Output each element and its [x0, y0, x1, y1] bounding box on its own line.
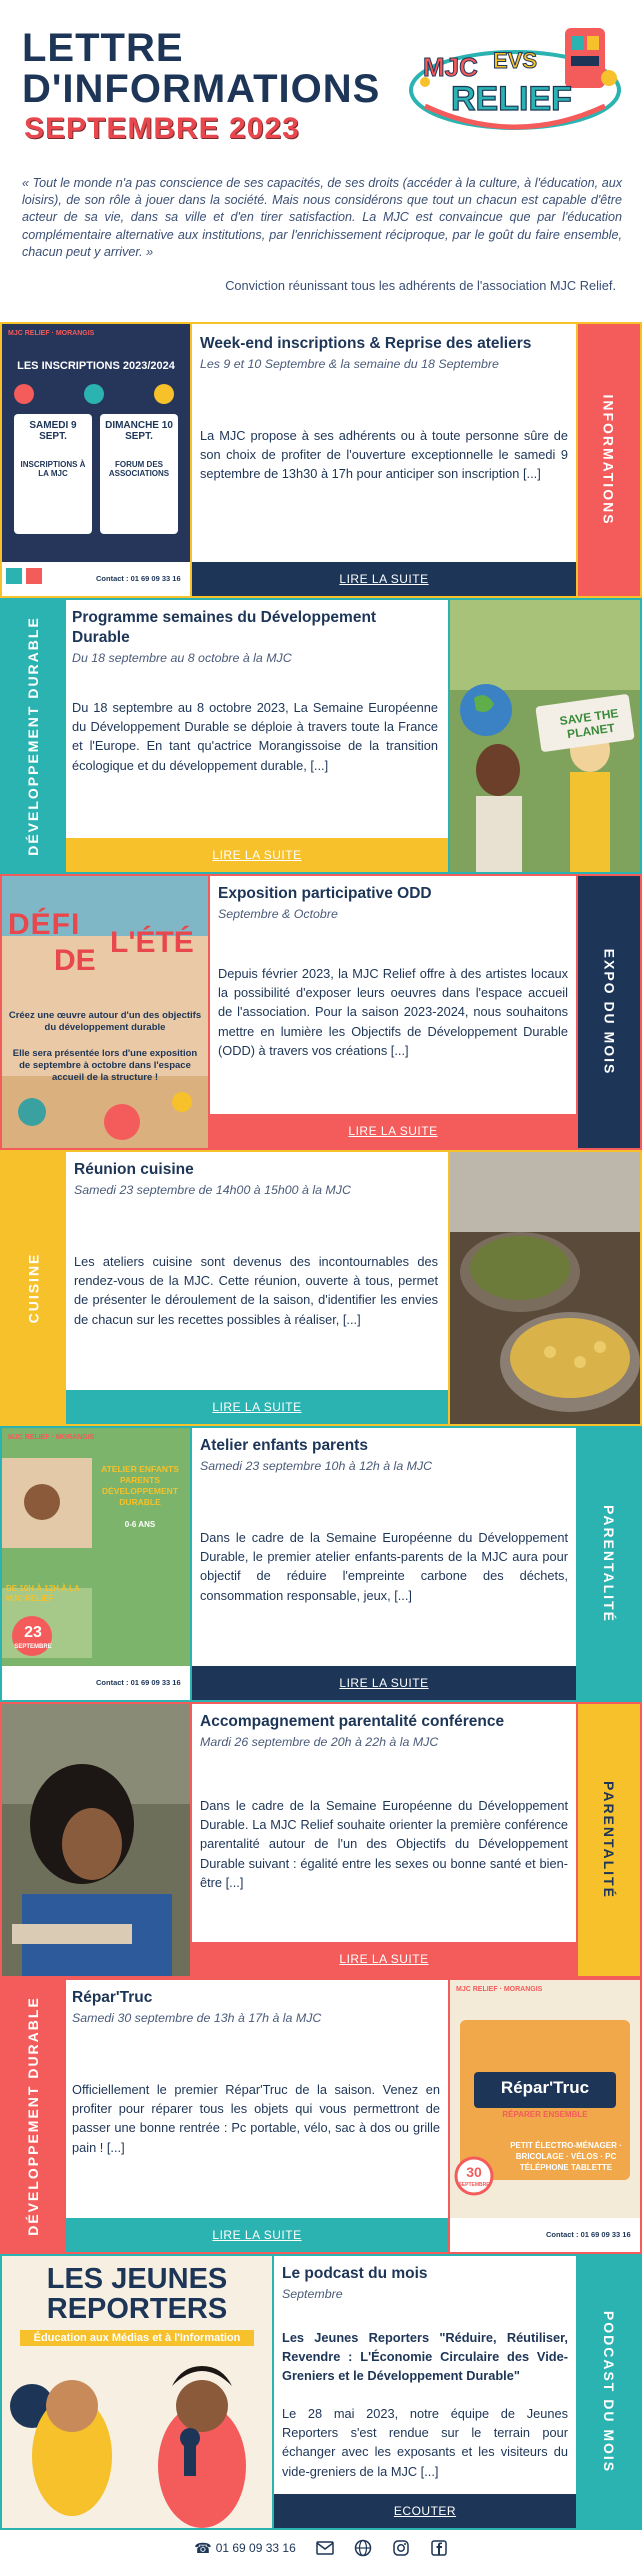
article-row-expo — [0, 874, 642, 1150]
article-body: Les ateliers cuisine sont devenus des incontournables des rendez-vous de la MJC. Cette réunion, ouverte à tous, permet de présenter le déroulement de la saison, d'identifier les envies de chacun sur les recettes possibles à réaliser, [...] — [74, 1254, 438, 1327]
article-row-atelier-enfants — [0, 1426, 642, 1702]
category-tag — [2, 600, 64, 872]
poster-date-month: SEPTEMBRE — [458, 2182, 490, 2188]
poster-line2: DE — [54, 944, 96, 977]
article-title[interactable]: Week-end inscriptions & Reprise des ateliers — [200, 335, 532, 352]
reporters-line2: REPORTERS — [46, 2293, 228, 2325]
logo-relief-text: RELIEF — [451, 80, 572, 118]
instagram-icon[interactable] — [392, 2539, 410, 2557]
poster-items: PETIT ÉLECTRO-MÉNAGER · BRICOLAGE · VÉLOS · PC TÉLÉPHONE TABLETTE — [510, 2141, 622, 2172]
article-content — [192, 1704, 576, 1976]
article-row-conference — [0, 1702, 642, 1978]
article-row-podcast — [0, 2254, 642, 2530]
poster-text1: Créez une œuvre autour d'un des objectifs du développement durable — [8, 1010, 202, 1033]
category-tag-label: INFORMATIONS — [601, 394, 618, 526]
article-title[interactable]: Accompagnement parentalité conférence — [200, 1713, 505, 1730]
poster-text2: Elle sera présentée lors d'une exposition de septembre à octobre dans l'espace accueil de la structure ! — [12, 1048, 198, 1083]
phone-icon: ☎ — [194, 2539, 212, 2556]
listen-link[interactable]: ECOUTER — [274, 2494, 576, 2528]
stressed-woman-photo[interactable] — [2, 1704, 190, 1976]
article-body: Dans le cadre de la Semaine Européenne du Développement Durable. La MJC Relief souhaite orienter la première conférence parentalité autour de l'un des Objectifs du Développement Durable suivant : égalité entre les sexes ou bonne santé et bien-être [...] — [200, 1798, 568, 1890]
read-more-link[interactable]: LIRE LA SUITE — [192, 1666, 576, 1700]
article-title[interactable]: Exposition participative ODD — [218, 885, 432, 902]
poster-title: Répar'Truc — [500, 2078, 590, 2097]
poster-day2: DIMANCHE 10 SEPT. — [105, 420, 173, 442]
article-content — [66, 1980, 448, 2252]
article-title[interactable]: Atelier enfants parents — [200, 1437, 368, 1454]
poster-date-day: 23 — [24, 1624, 42, 1641]
category-tag — [578, 1428, 640, 1700]
category-tag — [578, 1704, 640, 1976]
category-tag-label: PARENTALITÉ — [601, 1781, 618, 1899]
article-content — [192, 324, 576, 596]
category-tag — [578, 876, 640, 1148]
article-body: Officiellement le premier Répar'Truc de la saison. Venez en profiter pour réparer tous les objets qui vous permettront de passer une bonne rentrée : Pc portable, vélo, sac à dos ou grille pain ! [...] — [72, 2082, 440, 2155]
category-tag — [2, 1980, 64, 2252]
title-month: SEPTEMBRE 2023 — [24, 112, 300, 145]
poster-title: ATELIER ENFANTS PARENTS DÉVELOPPEMENT DURABLE — [101, 1464, 179, 1507]
article-row-cuisine — [0, 1150, 642, 1426]
repar-truc-poster[interactable] — [450, 1980, 640, 2252]
cooking-photo[interactable] — [450, 1152, 640, 1424]
poster-contact: Contact : 01 69 09 33 16 — [96, 574, 181, 583]
category-tag-label: PODCAST DU MOIS — [601, 2310, 618, 2474]
poster-org: MJC RELIEF · MORANGIS — [8, 330, 95, 337]
article-content — [66, 600, 448, 872]
article-content — [274, 2256, 576, 2528]
article-title[interactable]: Programme semaines du Développement Durable — [72, 609, 377, 646]
article-content — [66, 1152, 448, 1424]
article-date: Septembre & Octobre — [218, 907, 338, 921]
article-date: Samedi 23 septembre 10h à 12h à la MJC — [200, 1459, 433, 1473]
article-date: Les 9 et 10 Septembre & la semaine du 18 Septembre — [200, 357, 499, 371]
article-date: Mardi 26 septembre de 20h à 22h à la MJC — [200, 1735, 439, 1749]
poster-line1: DÉFI — [8, 908, 81, 941]
save-the-planet-photo[interactable] — [450, 600, 640, 872]
logo-mjc-text: MJC — [423, 52, 478, 82]
poster-contact: Contact : 01 69 09 33 16 — [96, 1678, 181, 1687]
email-icon[interactable] — [316, 2539, 334, 2557]
article-title[interactable]: Le podcast du mois — [282, 2265, 428, 2282]
article-row-dev-durable — [0, 598, 642, 874]
read-more-link[interactable]: LIRE LA SUITE — [210, 1114, 576, 1148]
sign-text: SAVE THE PLANET — [558, 706, 620, 742]
category-tag — [578, 324, 640, 596]
category-tag-label: DÉVELOPPEMENT DURABLE — [25, 1996, 42, 2236]
defi-ete-poster[interactable] — [2, 876, 208, 1148]
reporters-sub: Éducation aux Médias et à l'Information — [20, 2330, 254, 2346]
category-tag-label: EXPO DU MOIS — [601, 948, 617, 1076]
category-tag-label: PARENTALITÉ — [601, 1505, 618, 1623]
read-more-link[interactable]: LIRE LA SUITE — [66, 1390, 448, 1424]
article-body: Le 28 mai 2023, notre équipe de Jeunes Reporters s'est rendue sur le terrain pour échanger avec les exposants et les visiteurs du vide-greniers de la MJC [...] — [282, 2406, 568, 2479]
phone-number: 01 69 09 33 16 — [215, 2541, 296, 2555]
article-date: Samedi 23 septembre de 14h00 à 15h00 à la MJC — [74, 1183, 351, 1197]
article-date: Samedi 30 septembre de 13h à 17h à la MJC — [72, 2011, 322, 2025]
poster-subtitle: RÉPARER ENSEMBLE — [502, 2110, 588, 2119]
article-row-inscriptions — [0, 322, 642, 598]
poster-org: MJC RELIEF · MORANGIS — [456, 1986, 543, 1993]
atelier-enfants-poster[interactable] — [2, 1428, 190, 1700]
article-content — [210, 876, 576, 1148]
poster-when: DE 10H À 12H À LA MJC RELIEF — [6, 1584, 80, 1603]
category-tag-label: DÉVELOPPEMENT DURABLE — [25, 616, 42, 856]
article-content — [192, 1428, 576, 1700]
poster-org: MJC RELIEF · MORANGIS — [8, 1434, 95, 1441]
category-tag-label: CUISINE — [25, 1252, 42, 1324]
read-more-link[interactable]: LIRE LA SUITE — [66, 2218, 448, 2252]
footer — [0, 2536, 642, 2560]
article-title[interactable]: Répar'Truc — [72, 1989, 153, 2006]
poster-contact: Contact : 01 69 09 33 16 — [546, 2230, 631, 2239]
read-more-link[interactable]: LIRE LA SUITE — [192, 1942, 576, 1976]
read-more-link[interactable]: LIRE LA SUITE — [66, 838, 448, 872]
article-title[interactable]: Réunion cuisine — [74, 1161, 194, 1178]
category-tag — [578, 2256, 640, 2528]
poster-line3: L'ÉTÉ — [110, 926, 194, 959]
article-body: Depuis février 2023, la MJC Relief offre à des artistes locaux la possibilité d'exposer leurs oeuvres dans l'espace accueil de l'association. Pour la saison 2023-2024, nous souhaitons mettre en lumière les Objectifs de Développement Durable (ODD) à travers vos créations [...] — [218, 966, 568, 1058]
read-more-link[interactable]: LIRE LA SUITE — [192, 562, 576, 596]
mjc-relief-logo[interactable] — [405, 18, 625, 138]
inscriptions-poster[interactable] — [2, 324, 190, 596]
poster-date-day: 30 — [466, 2164, 482, 2180]
facebook-icon[interactable] — [430, 2539, 448, 2557]
reporters-line1: LES JEUNES — [46, 2263, 228, 2295]
article-row-repar-truc — [0, 1978, 642, 2254]
article-body: Dans le cadre de la Semaine Européenne du Développement Durable, le premier atelier enfants-parents de la MJC aura pour objectif de réduire l'empreinte carbone des déchets, consommation responsable, jeux, [...] — [200, 1530, 568, 1603]
jeunes-reporters-illustration[interactable] — [2, 2256, 272, 2528]
intro-quote: « Tout le monde n'a pas conscience de ses capacités, de ses droits (accéder à la culture, à l'éducation, aux loisirs), de son rôle à jouer dans la société. Mais nous considérons que tout un chacun est capable d'être acteur de sa vie, dans sa ville et d'en tirer satisfaction. La MJC est convaincue que par l'éducation complémentaire alternative aux institutions, par l'enrichissement réciproque, par le goût du faire ensemble, chacun peut y arriver. » — [22, 176, 622, 259]
article-date: Septembre — [282, 2287, 343, 2301]
poster-day1: SAMEDI 9 SEPT. — [29, 420, 77, 442]
title-line-1: LETTRE — [22, 26, 184, 70]
article-body: La MJC propose à ses adhérents ou à toute personne sûre de son choix de profiter de l'ouverture exceptionnelle le samedi 9 septembre de 13h30 à 17h pour anticiper son inscription [...] — [200, 428, 568, 482]
category-tag — [2, 1152, 64, 1424]
logo-evs-text: EVS — [493, 48, 538, 73]
poster-date-month: SEPTEMBRE — [14, 1644, 52, 1650]
phone-contact[interactable] — [194, 2540, 296, 2557]
article-body: Du 18 septembre au 8 octobre 2023, La Semaine Européenne du Développement Durable se déploie à travers toute la France et l'Europe. En tant qu'actrice Morangissoise de la transition écologique et du développement durable, [...] — [72, 700, 438, 773]
intro-conviction: Conviction réunissant tous les adhérents de l'association MJC Relief. — [225, 278, 616, 293]
poster-box1: INSCRIPTIONS À LA MJC — [20, 460, 86, 478]
newsletter-header — [0, 0, 642, 310]
title-line-2: D'INFORMATIONS — [22, 67, 381, 111]
article-date: Du 18 septembre au 8 octobre à la MJC — [72, 651, 292, 665]
article-body-strong: Les Jeunes Reporters "Réduire, Réutiliser, Revendre : L'Économie Circulaire des Vide-Greniers et le Développement Durable" — [282, 2330, 568, 2384]
poster-box2: FORUM DES ASSOCIATIONS — [108, 460, 170, 478]
poster-age: 0-6 ANS — [124, 1520, 156, 1529]
poster-title: LES INSCRIPTIONS 2023/2024 — [17, 360, 175, 372]
website-globe-icon[interactable] — [354, 2539, 372, 2557]
